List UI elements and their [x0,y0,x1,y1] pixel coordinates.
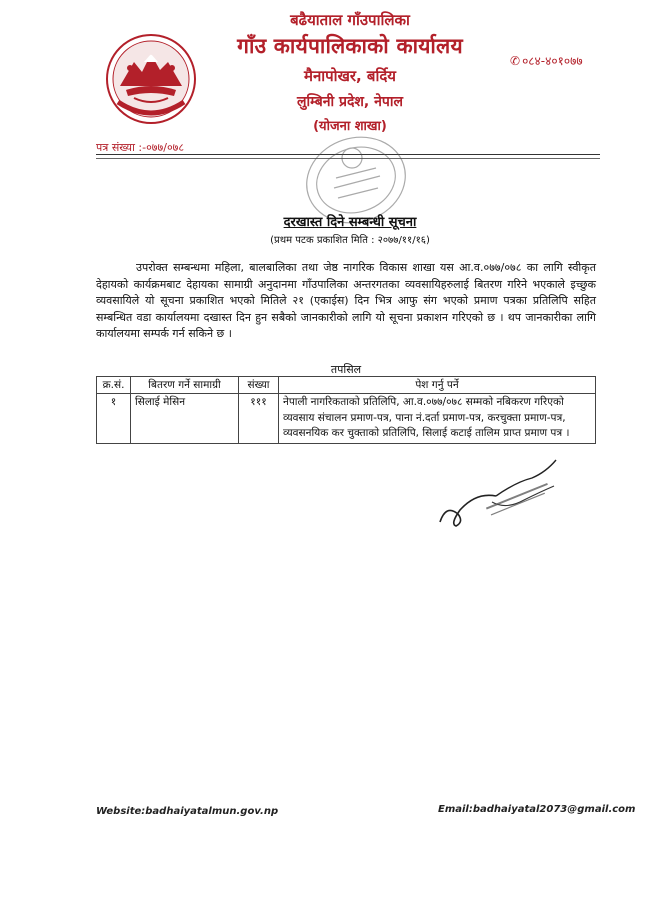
header-qty: संख्या [239,377,279,394]
cell-item: सिलाई मेसिन [131,394,239,444]
distribution-table [96,376,596,444]
section-name: (योजना शाखा) [313,119,387,134]
header-item: बितरण गर्ने सामाग्री [131,377,239,394]
footer-website: Website:badhaiyatalmun.gov.np [96,806,279,817]
notice-published-date: (प्रथम पटक प्रकाशित मिति : २०७७/११/१६) [270,235,430,246]
phone-icon: ✆ [510,53,521,68]
table-caption: तपसिल [330,363,362,376]
table-header-row [97,377,596,394]
header-sn: क्र.सं. [97,377,131,394]
table-row [97,394,596,444]
signature-icon [436,452,566,542]
header-requirements: पेश गर्नु पर्ने [279,377,596,394]
office-location: मैनापोखर, बर्दिय [303,67,397,85]
cell-sn: १ [97,394,131,444]
municipality-name: बढैयाताल गाँउपालिका [290,11,410,29]
cell-qty: १११ [239,394,279,444]
footer-email: Email:badhaiyatal2073@gmail.com [438,804,636,815]
phone-text: ०८४-४०१०७७ [522,54,583,68]
notice-title: दरखास्त दिने सम्बन्धी सूचना [283,215,417,230]
cell-requirements: नेपाली नागरिकताको प्रतिलिपि, आ.व.०७७/०७८ सम्मको नबिकरण गरिएको व्यवसाय संचालन प्रमाण-पत्र, पाना नं.दर्ता प्रमाण-पत्र, करचुक्ता प्रमाण-पत्र, व्यवसनयिक कर चुक्ताको प्रतिलिपि, सिलाई कटाई तालिम प्राप्त प्रमाण पत्र । [279,394,596,444]
notice-body: उपरोक्त सम्बन्धमा महिला, बालबालिका तथा जेष्ठ नागरिक विकास शाखा यस आ.व.०७७/०७८ का लागि स्वीकृत देहायको कार्यक्रमबाट देहायका सामाग्री अनुदानमा गाँउपालिका अन्तरगतका व्यवसायिहरुलाई बितरण गरिने भएकाले इच्छुक व्यवसायिले यो सूचना प्रकाशित भएको मितिले २१ (एकाईस) दिन भित्र आफु संग भएको प्रमाण पत्रका प्रतिलिपि सहित सम्बन्धित वडा कार्यालयमा दखास्त दिन हुन सबैको जानकारीको लागि यो सूचना प्रकाशन गरिएको छ । थप जानकारीका लागि कार्यालयमा सम्पर्क गर्न सकिने छ । [96,261,596,340]
province-country: लुम्बिनी प्रदेश, नेपाल [297,94,403,110]
reference-number: पत्र संख्या :-०७७/०७८ [96,141,185,154]
office-name: गाँउ कार्यपालिकाको कार्यालय [237,34,463,58]
phone-number [510,52,583,69]
